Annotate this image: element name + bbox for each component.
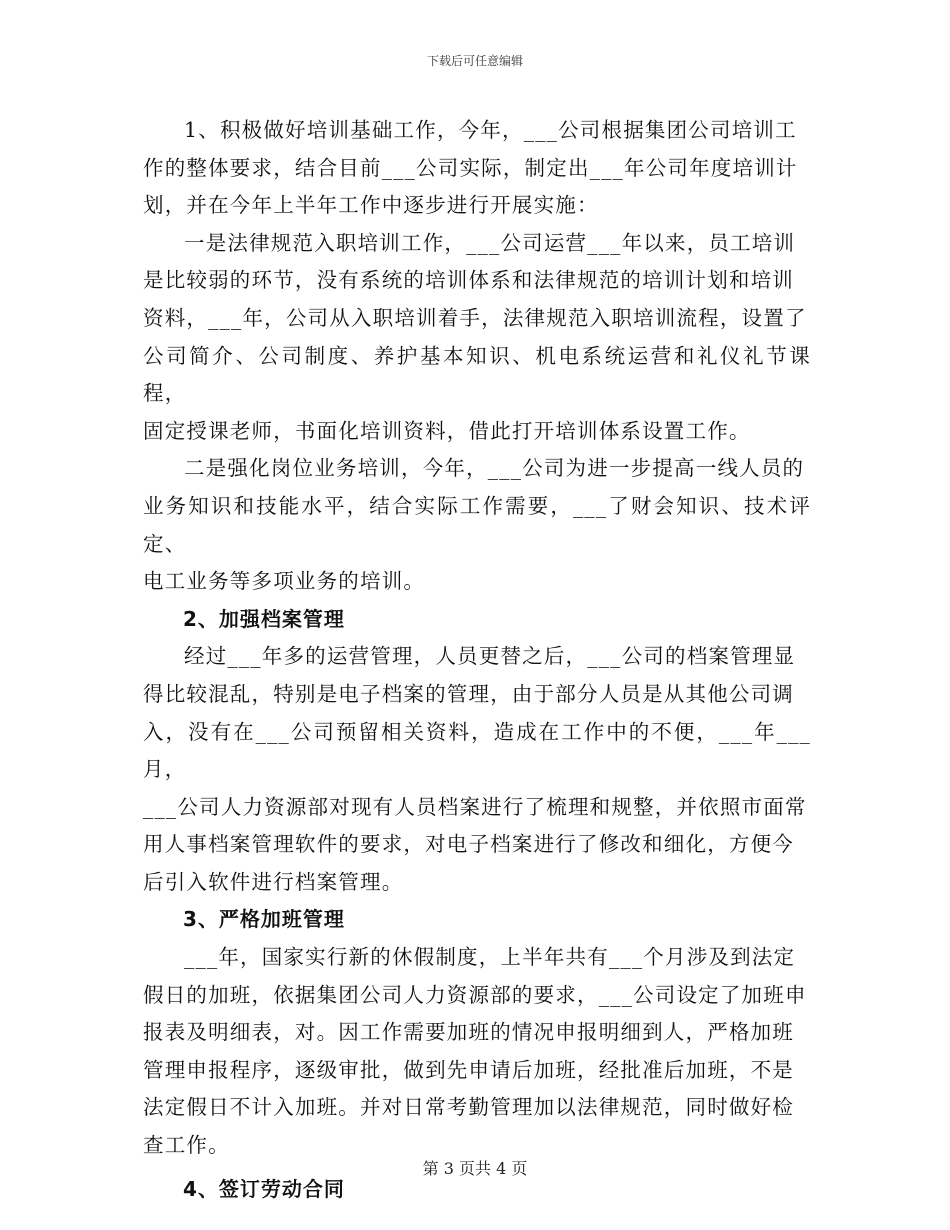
text-line: 假日的加班，依据集团公司人力资源部的要求，___公司设定了加班申 <box>143 982 807 1007</box>
text-line: 一是法律规范入职培训工作，___公司运营___年以来，员工培训 <box>184 230 796 255</box>
text-line: ___年，国家实行新的休假制度，上半年共有___个月涉及到法定 <box>184 945 796 970</box>
page-header: 下载后可任意编辑 <box>426 54 523 68</box>
text-line: 报表及明细表，对。因工作需要加班的情况申报明细到人，严格加班 <box>143 1020 794 1045</box>
page-footer: 第 3 页共 4 页 <box>422 1159 528 1178</box>
document-body <box>143 112 811 1208</box>
text-line: 经过___年多的运营管理，人员更替之后，___公司的档案管理显 <box>184 644 796 669</box>
section-heading-overtime: 3、严格加班管理 <box>183 907 345 932</box>
text-line: 后引入软件进行档案管理。 <box>143 869 404 894</box>
text-line: 电工业务等多项业务的培训。 <box>143 569 426 594</box>
text-line: 得比较混乱，特别是电子档案的管理，由于部分人员是从其他公司调 <box>143 681 794 706</box>
paragraph-archives <box>143 638 811 901</box>
section-heading-archives: 2、加强档案管理 <box>183 606 345 631</box>
text-line: 作的整体要求，结合目前___公司实际，制定出___年公司年度培训计 <box>143 155 798 180</box>
text-line: 资料，___年，公司从入职培训着手，法律规范入职培训流程，设置了 <box>143 305 807 330</box>
text-line: 法定假日不计入加班。并对日常考勤管理加以法律规范，同时做好检 <box>143 1095 794 1120</box>
text-line: 入，没有在___公司预留相关资料，造成在工作中的不便，___年___月， <box>143 719 811 782</box>
text-line: ___公司人力资源部对现有人员档案进行了梳理和规整，并依照市面常 <box>143 794 807 819</box>
text-line: 划，并在今年上半年工作中逐步进行开展实施： <box>143 193 599 218</box>
paragraph-overtime <box>143 939 811 1165</box>
text-line: 查工作。 <box>143 1133 230 1158</box>
text-line: 固定授课老师，书面化培训资料，借此打开培训体系设置工作。 <box>143 418 751 443</box>
paragraph-onboarding-training <box>143 225 811 451</box>
text-line: 是比较弱的环节，没有系统的培训体系和法律规范的培训计划和培训 <box>143 268 794 293</box>
text-line: 用人事档案管理软件的要求，对电子档案进行了修改和细化，方便今 <box>143 832 794 857</box>
paragraph-training-basics <box>143 112 811 225</box>
text-line: 业务知识和技能水平，结合实际工作需要，___了财会知识、技术评定、 <box>143 493 811 556</box>
text-line: 1、积极做好培训基础工作，今年，___公司根据集团公司培训工 <box>184 118 797 142</box>
paragraph-job-training <box>143 450 811 600</box>
section-heading-labor-contract: 4、签订劳动合同 <box>183 1176 345 1201</box>
text-line: 公司简介、公司制度、养护基本知识、机电系统运营和礼仪礼节课程， <box>143 343 811 406</box>
text-line: 二是强化岗位业务培训，今年，___公司为进一步提高一线人员的 <box>184 456 805 481</box>
text-line: 管理申报程序，逐级审批，做到先申请后加班，经批准后加班，不是 <box>143 1057 794 1082</box>
